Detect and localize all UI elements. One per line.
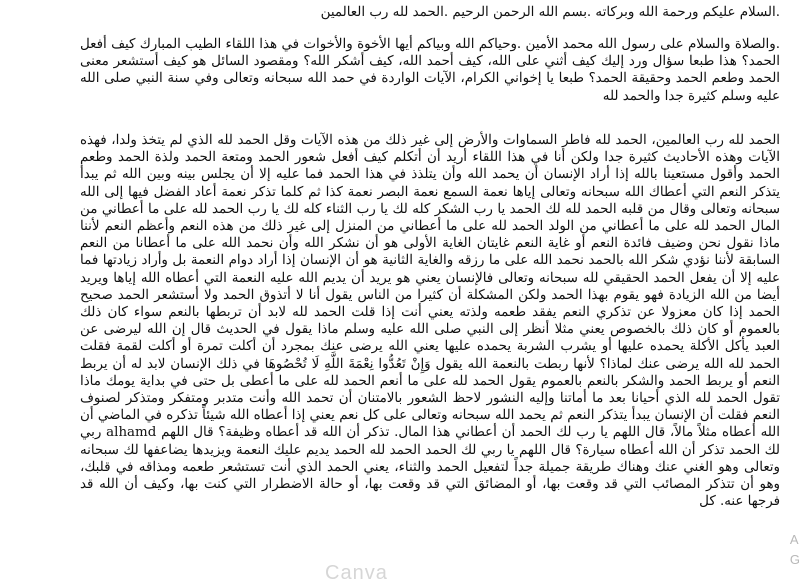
body-paragraph: الحمد لله رب العالمين، الحمد لله فاطر السماوات والأرض إلى غير ذلك من هذه الآيات وقل الحمد لله الذي لم يتخذ ولدا، فهذه الآيات وهذه الأحاديث كثيرة جدا ولكن أنا في هذا اللقاء أريد أن أتكلم كيف أفعل شعور الحمد ومتعة الحمد ولذة الحمد وطعم الحمد وأقول مستعينا بالله إذا أراد الإنسان أن يحمد الله وأن يتلذذ في هذا الحمد فما عليه إلا أن يجلس بينه وبين الله ثم يبدأ يتذكر النعم التي أعطاك الله سبحانه وتعالى إياها نعمة السمع نعمة البصر نعمة كذا ثم كلما تذكر نعمة أعاد الفضل فيها إلى الله سبحانه وتعالى وقال من قلبه الحمد لله لك الحمد يا رب الشكر كله لك يا رب الثناء كله لك يا رب الحمد لله على ما أعطاني من المال الحمد لله على ما أعطاني من الولد الحمد لله على ما أعطاني من المنزل إلى غير ذلك من هذه النعم وأعظم النعم لأننا ماذا نقول نحن وضيف فائدة النعم أو غاية النعم غايتان الغاية الأولى هو أن نشكر الله وأن نحمد الله على ما أعطانا من النعم السابقة لأننا نؤدي شكر الله بالحمد نحمد الله على ما رزقه والغاية الثانية هو أن الإنسان إذا أراد دوام النعمة بل وأراد زيادتها فما عليه إلا أن يفعل الحمد الحقيقي لله سبحانه وتعالى فالإنسان يعني هو يريد أن يديم الله عليه النعمة التي أعطاه الله إياها ويريد أيضا من الله الزيادة فهو يقوم بهذا الحمد ولكن المشكلة أن كثيرا من الناس يقول أنا لا أتذوق الحمد ولا أستشعر الحمد صحيح الحمد إذا كان معزولا عن تذكري النعم يفقد طعمه ولذته يعني أنت إذا قلت الحمد لله لابد أن تربطها بالنعم سواء كان ذلك بالعموم أو كان ذلك بالخصوص يعني مثلا أنظر إلى النبي صلى الله عليه وسلم ماذا يقول في الحديث قال إن الله ليرضى عن العبد يأكل الأكلة يحمده عليها أو يشرب الشربة يحمده عليها يعني الله يرضى عنك بمجرد أن أكلت تمرة أو أكلت لقمة فقلت الحمد لله الله يرضى عنك لماذا؟ لأنها ربطت بالنعمة الله يقول وَإِنْ تَعُدُّوا نِعْمَةَ اللَّهِ لَا تُحْصُوهَا في ذلك الإنسان لابد له أن يربط النعم أو يربط الحمد والشكر بالنعم بالعموم يقول الحمد لله على ما أنعم الحمد لله على ما أعطى بل حتى في بداية يومك ماذا تقول الحمد لله الذي أحيانا بعد ما أماتنا وإليه النشور لاحظ الشعور بالامتنان أن تحمد الله وأنت متدبر ومتفكر ومتذكر لصنوف النعم فقلت أن الإنسان يبدأ يتذكر النعم ثم يحمد الله سبحانه وتعالى على كل نعم يعني إذا أعطاه الله شيئاً تذكره في الماضي أن الله أعطاه مثلاً مالاً، قال اللهم يا رب لك الحمد أن أعطاني هذا المال. تذكر أن الله قد أعطاه وظيفة؟ قال اللهم alhamd ربي لك الحمد تذكر أن الله أعطاه سيارة؟ قال اللهم يا ربي لك الحمد الحمد لله الحمد يديم عليك النعمة ويزيدها يضاعفها لك سبحانه وتعالى وهو الغني عنك وهناك طريقة جميلة جداً لتفعيل الحمد والثناء، يعني الحمد الذي أنت تستشعر طعمه ومذاقه في قلبك، وهو أن تتذكر المصائب التي قد وقعت بها، أو المضائق التي قد وقعت بها، أو حالة الاضطرار التي كنت بها، وكيف أن الله قد فرجها عنه. كل	[80, 133, 780, 510]
introduction-paragraph: .والصلاة والسلام على رسول الله محمد الأمين .وحياكم الله وبياكم أيها الأخوة والأخوات في هذا اللقاء الطيب المبارك كيف أفعل الحمد؟ هذا طبعا سؤال ورد إليك كيف أثني على الله، كيف أحمد الله، كيف أشكر الله؟ ومقصود السائل هو كيف أستشعر معنى الحمد وطعم الحمد وحقيقة الحمد؟ طبعا يا إخواني الكرام، الآيات الواردة في حمد الله سبحانه وتعالى وفي سنة النبي صلى الله عليه وسلم كثيرة جدا والحمد لله	[80, 37, 780, 104]
activation-line-1: A	[789, 532, 799, 547]
greeting-paragraph: .السلام عليكم ورحمة الله وبركاته .بسم الله الرحمن الرحيم .الحمد لله رب العالمين	[320, 5, 780, 20]
watermark-text: Canva	[325, 562, 388, 584]
activation-line-2: G	[789, 552, 800, 567]
document-page	[80, 0, 780, 586]
left-margin	[0, 0, 80, 586]
activation-overlay	[790, 530, 800, 570]
